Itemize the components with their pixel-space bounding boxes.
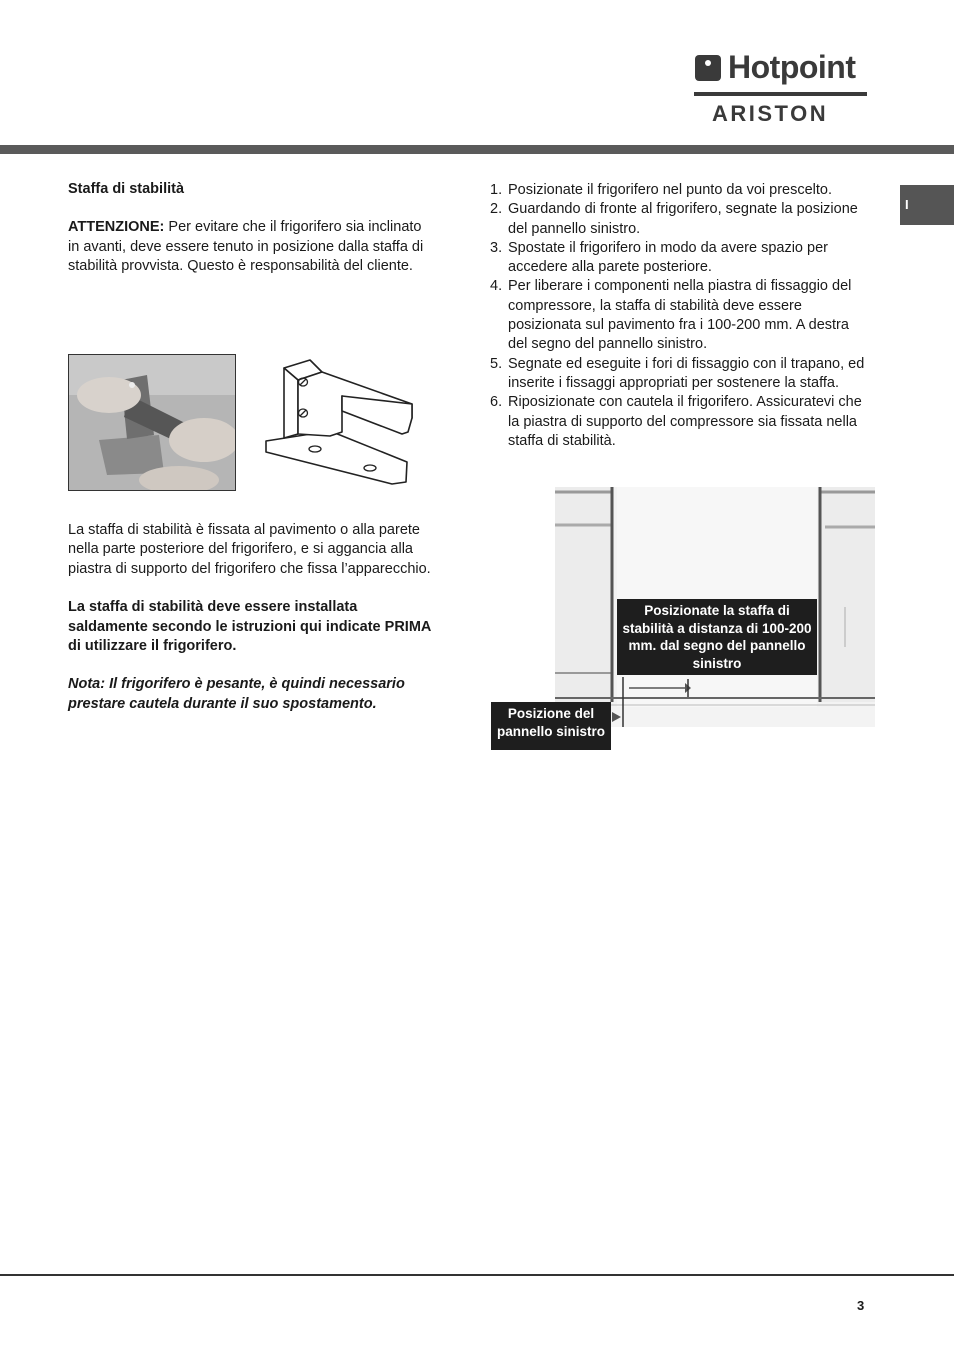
step-text: Per liberare i componenti nella piastra di fissaggio del compressore, la staffa di stabilità deve essere posizionata sul pavimento fra i 100-200 mm. A destra del segno del pannello sinistro. bbox=[508, 278, 852, 353]
step-number: 2. bbox=[490, 201, 503, 218]
bracket-install-photo-art bbox=[69, 355, 235, 490]
bracket-description: La staffa di stabilità è fissata al pavimento o alla parete nella parte posteriore del frigorifero, e si aggancia alla piastra di supporto del frigorifero che fissa l’apparecchio. bbox=[68, 522, 431, 577]
step-number: 3. bbox=[490, 239, 503, 256]
bracket-distance-callout: Posizionate la staffa di stabilità a distanza di 100-200 mm. dal segno del pannello sinistro bbox=[617, 599, 817, 675]
step-text: Spostate il frigorifero in modo da avere spazio per accedere alla parete posteriore. bbox=[508, 239, 828, 276]
header-bar bbox=[0, 145, 954, 154]
weight-note: Nota: Il frigorifero è pesante, è quindi necessario prestare cautela durante il suo spostamento. bbox=[68, 676, 405, 712]
list-item bbox=[490, 355, 865, 394]
step-text: Guardando di fronte al frigorifero, segnate la posizione del pannello sinistro. bbox=[508, 201, 858, 237]
step-number: 1. bbox=[490, 182, 503, 198]
bracket-drawing bbox=[262, 356, 417, 490]
installation-notice: La staffa di stabilità deve essere installata saldamente secondo le istruzioni qui indicate PRIMA di utilizzare il frigorifero. bbox=[68, 599, 431, 655]
page-number: 3 bbox=[857, 1298, 865, 1313]
attention-label: ATTENZIONE: bbox=[68, 219, 165, 236]
logo-divider bbox=[694, 92, 867, 96]
section-title: Staffa di stabilità bbox=[68, 181, 185, 197]
list-item bbox=[490, 239, 865, 278]
attention-paragraph bbox=[68, 218, 433, 276]
list-item bbox=[490, 393, 865, 451]
section-intro bbox=[68, 180, 433, 277]
step-number: 6. bbox=[490, 394, 503, 411]
brand-mark-icon bbox=[695, 55, 721, 81]
list-item bbox=[490, 200, 865, 239]
brand-name: Hotpoint bbox=[728, 49, 856, 85]
footer-divider bbox=[0, 1274, 954, 1276]
language-tab-label: I bbox=[905, 197, 909, 212]
step-text: Posizionate il frigorifero nel punto da voi prescelto. bbox=[508, 182, 833, 198]
bracket-install-photo bbox=[68, 354, 236, 491]
section-details bbox=[68, 521, 433, 714]
installation-steps bbox=[490, 181, 865, 451]
brand-logo bbox=[694, 50, 868, 128]
step-number: 4. bbox=[490, 278, 503, 295]
step-text: Segnate ed eseguite i fori di fissaggio con il trapano, ed inserite i fissaggi appropriati per sostenere la staffa. bbox=[508, 355, 865, 391]
attention-text: Per evitare che il frigorifero sia inclinato in avanti, deve essere tenuto in posizione dalla staffa di stabilità provvista. Questo è responsabilità del cliente. bbox=[68, 219, 424, 275]
language-tab bbox=[900, 185, 954, 225]
list-item bbox=[490, 277, 865, 354]
list-item bbox=[490, 181, 865, 200]
step-number: 5. bbox=[490, 355, 503, 372]
brand-sub: ARISTON bbox=[712, 101, 829, 126]
step-text: Riposizionate con cautela il frigorifero. Assicuratevi che la piastra di supporto del compressore sia fissata nella staffa di stabilità. bbox=[508, 394, 862, 449]
panel-position-callout: Posizione del pannello sinistro bbox=[491, 702, 611, 750]
